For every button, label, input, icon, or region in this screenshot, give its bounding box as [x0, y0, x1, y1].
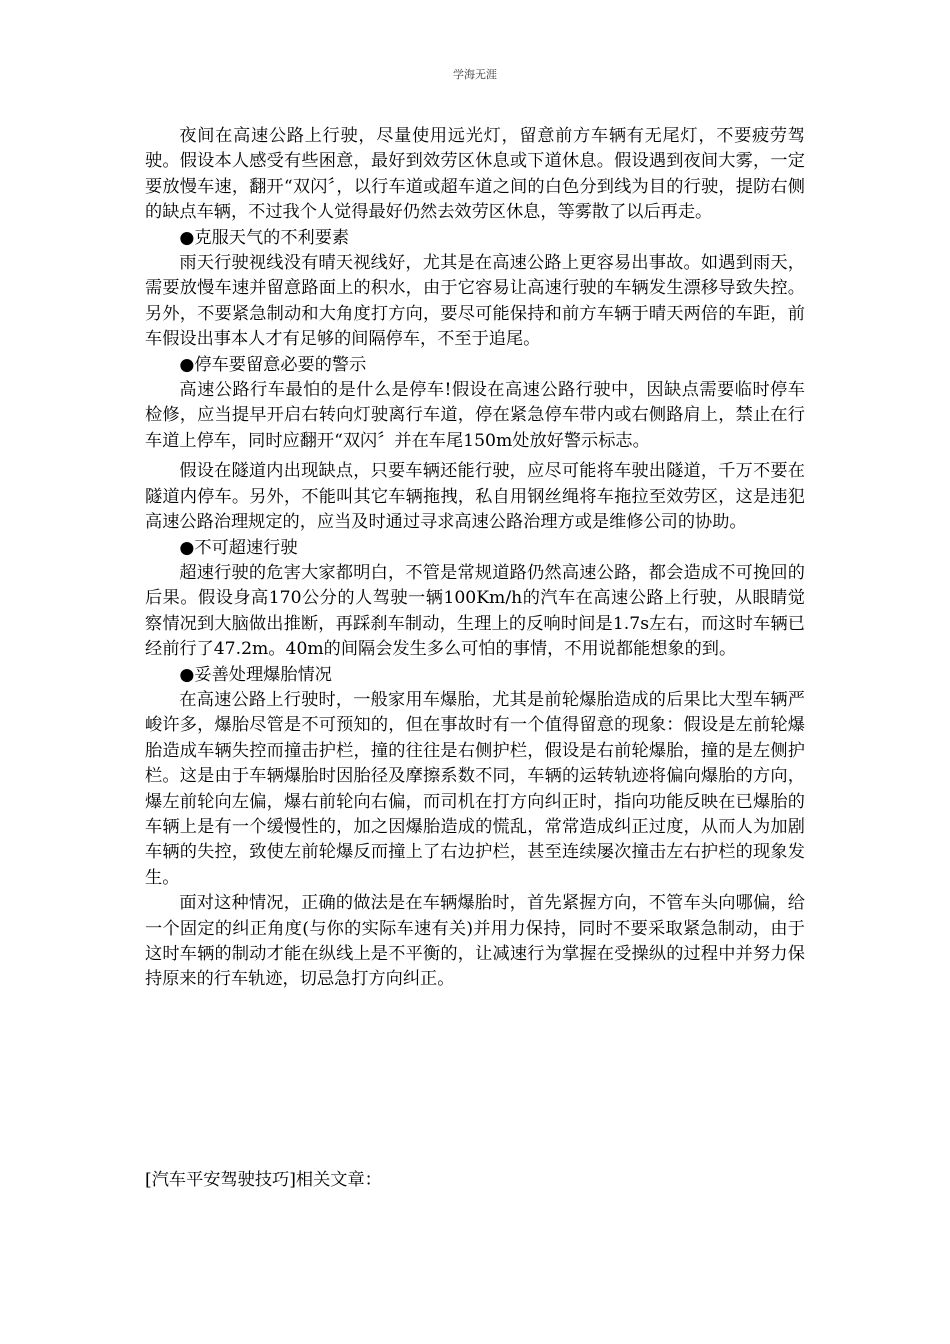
paragraph-tire-blowout: 在高速公路上行驶时，一般家用车爆胎，尤其是前轮爆胎造成的后果比大型车辆严峻许多，爆胎尽管是不可预知的，但在事故时有一个值得留意的现象：假设是左前轮爆胎造成车辆失控而撞击护栏，撞的往往是右侧护栏，假设是右前轮爆胎，撞的是左侧护栏。这是由于车辆爆胎时因胎径及摩擦系数不同，车辆的运转轨迹将偏向爆胎的方向，爆左前轮向左偏，爆右前轮向右偏，而司机在打方向纠正时，指向功能反映在已爆胎的车辆上是有一个缓慢性的，加之因爆胎造成的慌乱，常常造成纠正过度，从而人为加剧车辆的失控，致使左前轮爆反而撞上了右边护栏，甚至连续屡次撞击左右护栏的现象发生。 [145, 689, 805, 888]
section-heading-tire-blowout: ●妥善处理爆胎情况 [179, 664, 332, 685]
paragraph-parking-warning: 高速公路行车最怕的是什么是停车!假设在高速公路行驶中，因缺点需要临时停车检修，应当提早开启右转向灯驶离行车道，停在紧急停车带内或右侧路肩上，禁止在行车道上停车，同时应翻开“双闪〞并在车尾150m处放好警示标志。 [145, 380, 805, 451]
article-body [145, 124, 805, 993]
paragraph-night-driving: 夜间在高速公路上行驶，尽量使用远光灯，留意前方车辆有无尾灯，不要疲劳驾驶。假设本人感受有些困意，最好到效劳区休息或下道休息。假设遇到夜间大雾，一定要放慢车速，翻开“双闪〞，以行车道或超车道之间的白色分到线为目的行驶，提防右侧的缺点车辆，不过我个人觉得最好仍然去效劳区休息，等雾散了以后再走。 [145, 126, 805, 223]
paragraph-tunnel-breakdown: 假设在隧道内出现缺点，只要车辆还能行驶，应尽可能将车驶出隧道，千万不要在隧道内停车。另外，不能叫其它车辆拖拽，私自用钢丝绳将车拖拉至效劳区，这是违犯高速公路治理规定的，应当及时通过寻求高速公路治理方或是维修公司的协助。 [145, 461, 805, 533]
related-articles-heading: [汽车平安驾驶技巧]相关文章： [145, 1170, 382, 1190]
paragraph-rain-driving: 雨天行驶视线没有晴天视线好，尤其是在高速公路上更容易出事故。如遇到雨天，需要放慢车速并留意路面上的积水，由于它容易让高速行驶的车辆发生漂移导致失控。另外，不要紧急制动和大角度打方向，要尽可能保持和前方车辆于晴天两倍的车距，前车假设出事本人才有足够的间隔停车，不至于追尾。 [145, 253, 805, 350]
section-heading-weather: ●克服天气的不利要素 [179, 227, 350, 248]
section-heading-parking: ●停车要留意必要的警示 [179, 354, 367, 375]
paragraph-blowout-response: 面对这种情况，正确的做法是在车辆爆胎时，首先紧握方向，不管车头向哪偏，给一个固定的纠正角度(与你的实际车速有关)并用力保持，同时不要采取紧急制动，由于这时车辆的制动才能在纵线上是不平衡的，让减速行为掌握在受操纵的过程中并努力保持原来的行车轨迹，切忌急打方向纠正。 [145, 893, 805, 990]
paragraph-speeding: 超速行驶的危害大家都明白，不管是常规道路仍然高速公路，都会造成不可挽回的后果。假设身高170公分的人驾驶一辆100Km/h的汽车在高速公路上行驶，从眼睛觉察情况到大脑做出推断，再踩刹车制动，生理上的反响时间是1.7s左右，而这时车辆已经前行了47.2m。40m的间隔会发生多么可怕的事情，不用说都能想象的到。 [145, 562, 805, 660]
page-header: 学海无涯 [453, 68, 497, 81]
section-heading-speeding: ●不可超速行驶 [179, 537, 298, 558]
